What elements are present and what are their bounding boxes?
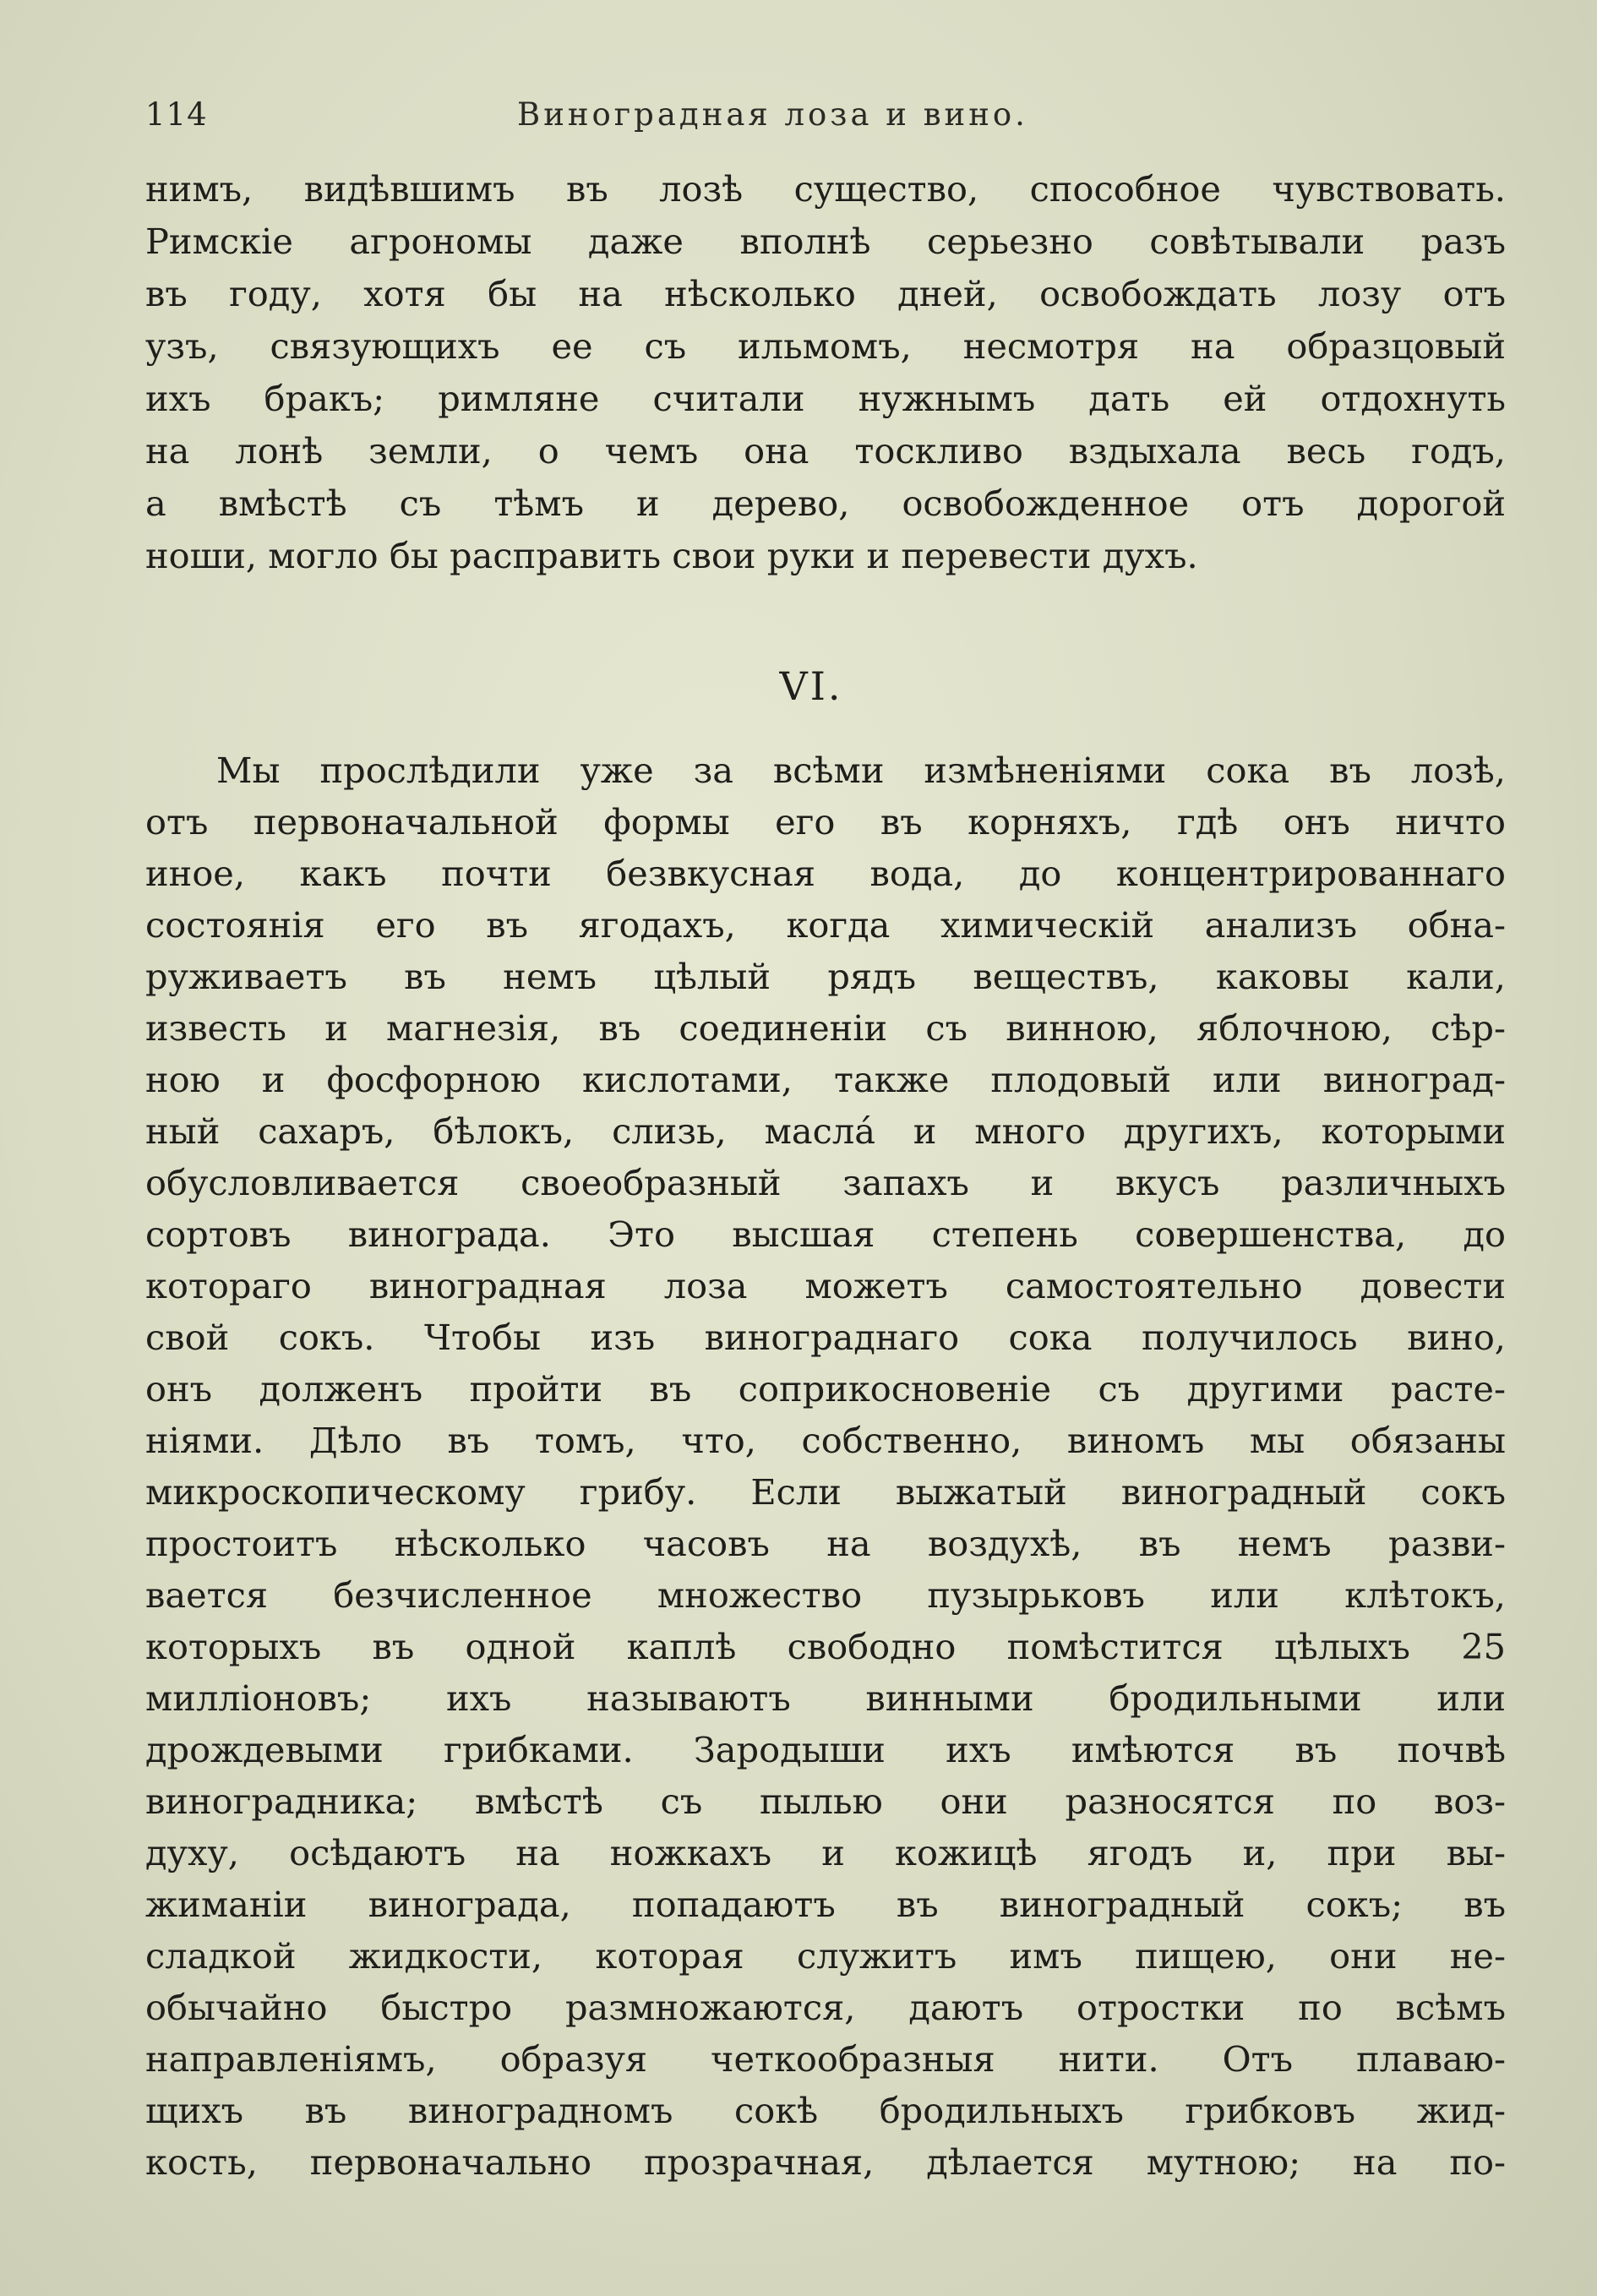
text-line: ніями. Дѣло въ томъ, что, собственно, виномъ мы обязаны — [145, 1420, 1506, 1461]
text-line: а вмѣстѣ съ тѣмъ и дерево, освобожденное отъ дорогой — [145, 483, 1506, 524]
text-line: вается безчисленное множество пузырьковъ или клѣтокъ, — [145, 1574, 1506, 1616]
text-line: свой сокъ. Чтобы изъ виноградн​аго сока получилось вино, — [145, 1317, 1506, 1358]
text-line: Мы прослѣдили уже за всѣми измѣненіями сока въ лозѣ, — [216, 750, 1506, 791]
text-line: сортовъ винограда. Это высшая степень совершенства, до — [145, 1213, 1506, 1255]
text-line: на лонѣ земли, о чемъ она тоскливо вздыхала весь годъ, — [145, 430, 1506, 472]
running-head — [145, 95, 1514, 145]
text-line: ихъ бракъ; римляне считали нужнымъ дать ей отдохнуть — [145, 378, 1506, 419]
text-line: нимъ, видѣвшимъ въ лозѣ существо, способное чувствовать. — [145, 168, 1506, 210]
text-line: милліоновъ; ихъ называютъ винными бродильными или — [145, 1677, 1506, 1719]
text-line: духу, осѣдаютъ на ножкахъ и кожицѣ ягодъ и, при вы- — [145, 1832, 1506, 1873]
text-line: руживаетъ въ немъ цѣлый рядъ веществъ, каковы кали, — [145, 956, 1506, 997]
text-line: ною и фосфорною кислотами, также плодовый или виноград- — [145, 1059, 1506, 1100]
page-number: 114 — [145, 96, 208, 133]
text-line: сладкой жидкости, которая служитъ имъ пищею, они не- — [145, 1935, 1506, 1977]
text-line: обычайно быстро размножаются, даютъ отростки по всѣмъ — [145, 1987, 1506, 2028]
text-line: обусловливается своеобразный запахъ и вкусъ различныхъ — [145, 1162, 1506, 1203]
text-line: узъ, связующихъ ее съ ильмомъ, несмотря на образцовый — [145, 325, 1506, 367]
text-line: котораго виноградная лоза можетъ самостоятельно довести — [145, 1265, 1506, 1306]
section-heading: VI. — [779, 663, 843, 709]
text-line: виноградника; вмѣстѣ съ пылью они разносятся по воз- — [145, 1781, 1506, 1822]
text-line: ный сахаръ, бѣлокъ, слизь, масла́ и много другихъ, которыми — [145, 1110, 1506, 1152]
text-line: иное, какъ почти безвкусная вода, до концентрированнаго — [145, 853, 1506, 894]
text-line: дрождевыми грибками. Зародыши ихъ имѣются въ почвѣ — [145, 1729, 1506, 1770]
text-line: которыхъ въ одной каплѣ свободно помѣстится цѣлыхъ 25 — [145, 1626, 1506, 1667]
text-line: Римскіе агрономы даже вполнѣ серьезно совѣтывали разъ — [145, 221, 1506, 262]
text-line: жиманіи винограда, попадаютъ въ виноградный сокъ; въ — [145, 1884, 1506, 1925]
text-line: онъ долженъ пройти въ соприкосновеніе съ другими расте- — [145, 1368, 1506, 1410]
text-line: простоитъ нѣсколько часовъ на воздухѣ, въ немъ разви- — [145, 1523, 1506, 1564]
text-line: въ году, хотя бы на нѣсколько дней, освобождать лозу отъ — [145, 273, 1506, 314]
text-line: кость, первоначально прозрачная, дѣлается мутною; на по- — [145, 2141, 1506, 2183]
text-line: ноши, могло бы расправить свои руки и перевести духъ. — [145, 535, 1198, 576]
text-line: щихъ въ виноградномъ сокѣ бродильныхъ грибковъ жид- — [145, 2090, 1506, 2131]
text-line: известь и магнезія, въ соединеніи съ винною, яблочною, сѣр- — [145, 1007, 1506, 1049]
text-line: направленіямъ, образуя четкообразныя нити. Отъ плаваю- — [145, 2038, 1506, 2080]
text-line: состоянія его въ ягодахъ, когда химическій анализъ обна- — [145, 904, 1506, 946]
running-title: Виноградная лоза и вино. — [517, 96, 1028, 133]
text-line: микроскопическому грибу. Если выжатый виноградный сокъ — [145, 1471, 1506, 1513]
text-line: отъ первоначальной формы его въ корняхъ, гдѣ онъ ничто — [145, 801, 1506, 843]
